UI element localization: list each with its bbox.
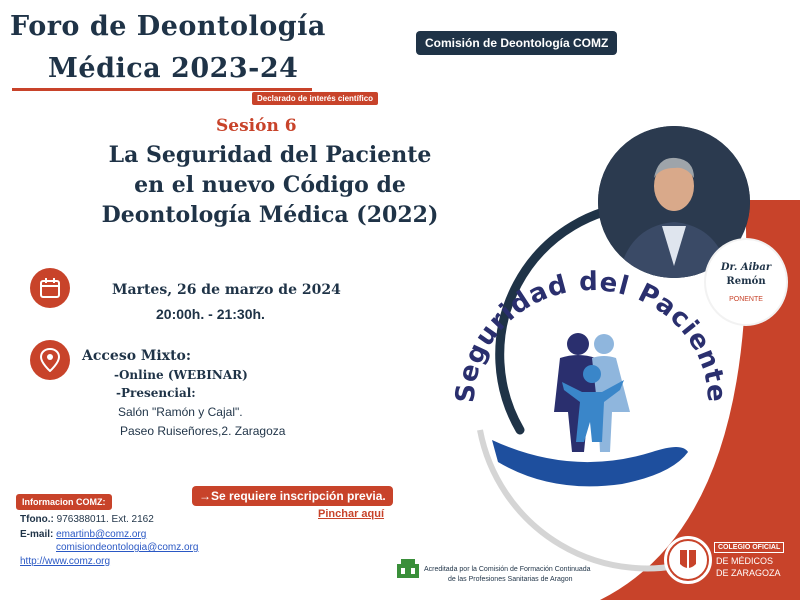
forum-title-line1: Foro de Deontología	[10, 11, 326, 42]
college-name-line2: DE MÉDICOS	[716, 556, 774, 566]
accreditation-line1: Acreditada por la Comisión de Formación Continuada	[424, 566, 591, 573]
college-crest	[664, 536, 712, 584]
accreditation-icon	[396, 558, 420, 580]
venue-name: Salón "Ramón y Cajal".	[118, 405, 243, 419]
accreditation-logo	[396, 558, 420, 580]
college-name-line3: DE ZARAGOZA	[716, 568, 781, 578]
accreditation-line2: de las Profesiones Sanitarias de Aragon	[448, 576, 573, 583]
session-title	[20, 140, 520, 230]
contact-email-row	[20, 529, 146, 540]
contact-heading: Informacion COMZ:	[16, 494, 112, 510]
access-presencial: -Presencial:	[116, 386, 196, 400]
location-icon-badge	[30, 340, 70, 380]
phone-value: 976388011. Ext. 2162	[56, 514, 154, 525]
title-underline	[12, 88, 312, 91]
event-date: Martes, 26 de marzo de 2024	[112, 282, 341, 298]
commission-badge: Comisión de Deontología COMZ	[416, 31, 617, 55]
college-crest-icon	[666, 538, 710, 582]
phone-label: Tfono.:	[20, 514, 54, 525]
session-label: Sesión 6	[216, 116, 297, 136]
venue-address: Paseo Ruiseñores,2. Zaragoza	[120, 424, 286, 438]
website-link[interactable]: http://www.comz.org	[20, 556, 111, 567]
access-heading: Acceso Mixto:	[82, 348, 192, 364]
access-online: -Online (WEBINAR)	[114, 368, 248, 382]
logo-arc-text: Seguridad del Pacien	[452, 266, 724, 404]
contact-phone	[20, 514, 154, 525]
speaker-name-line2: Remón	[726, 276, 766, 287]
email-link-1[interactable]: emartinb@comz.org	[56, 529, 147, 540]
session-title-line1: La Seguridad del Paciente	[108, 142, 432, 168]
patient-safety-logo	[452, 262, 724, 502]
calendar-icon	[38, 276, 62, 300]
event-time: 20:00h. - 21:30h.	[156, 306, 265, 322]
speaker-name-line1: Dr. Aibar	[720, 262, 772, 273]
college-name-line1: COLEGIO OFICIAL	[714, 542, 784, 553]
calendar-icon-badge	[30, 268, 70, 308]
speaker-role: PONENTE	[729, 296, 763, 303]
registration-link[interactable]: Pinchar aquí	[318, 508, 385, 520]
session-title-line3: Deontología Médica (2022)	[101, 202, 439, 228]
patient-safety-emblem	[452, 262, 724, 502]
email-link-2[interactable]: comisiondeontologia@comz.org	[56, 542, 199, 553]
session-title-line2: en el nuevo Código de	[134, 172, 406, 198]
email-label: E-mail:	[20, 529, 54, 540]
scientific-interest-badge: Declarado de interés científico	[252, 92, 378, 105]
forum-title-line2: Médica 2023-24	[48, 53, 299, 84]
registration-notice: →Se requiere inscripción previa.	[192, 486, 393, 506]
location-pin-icon	[39, 348, 61, 372]
